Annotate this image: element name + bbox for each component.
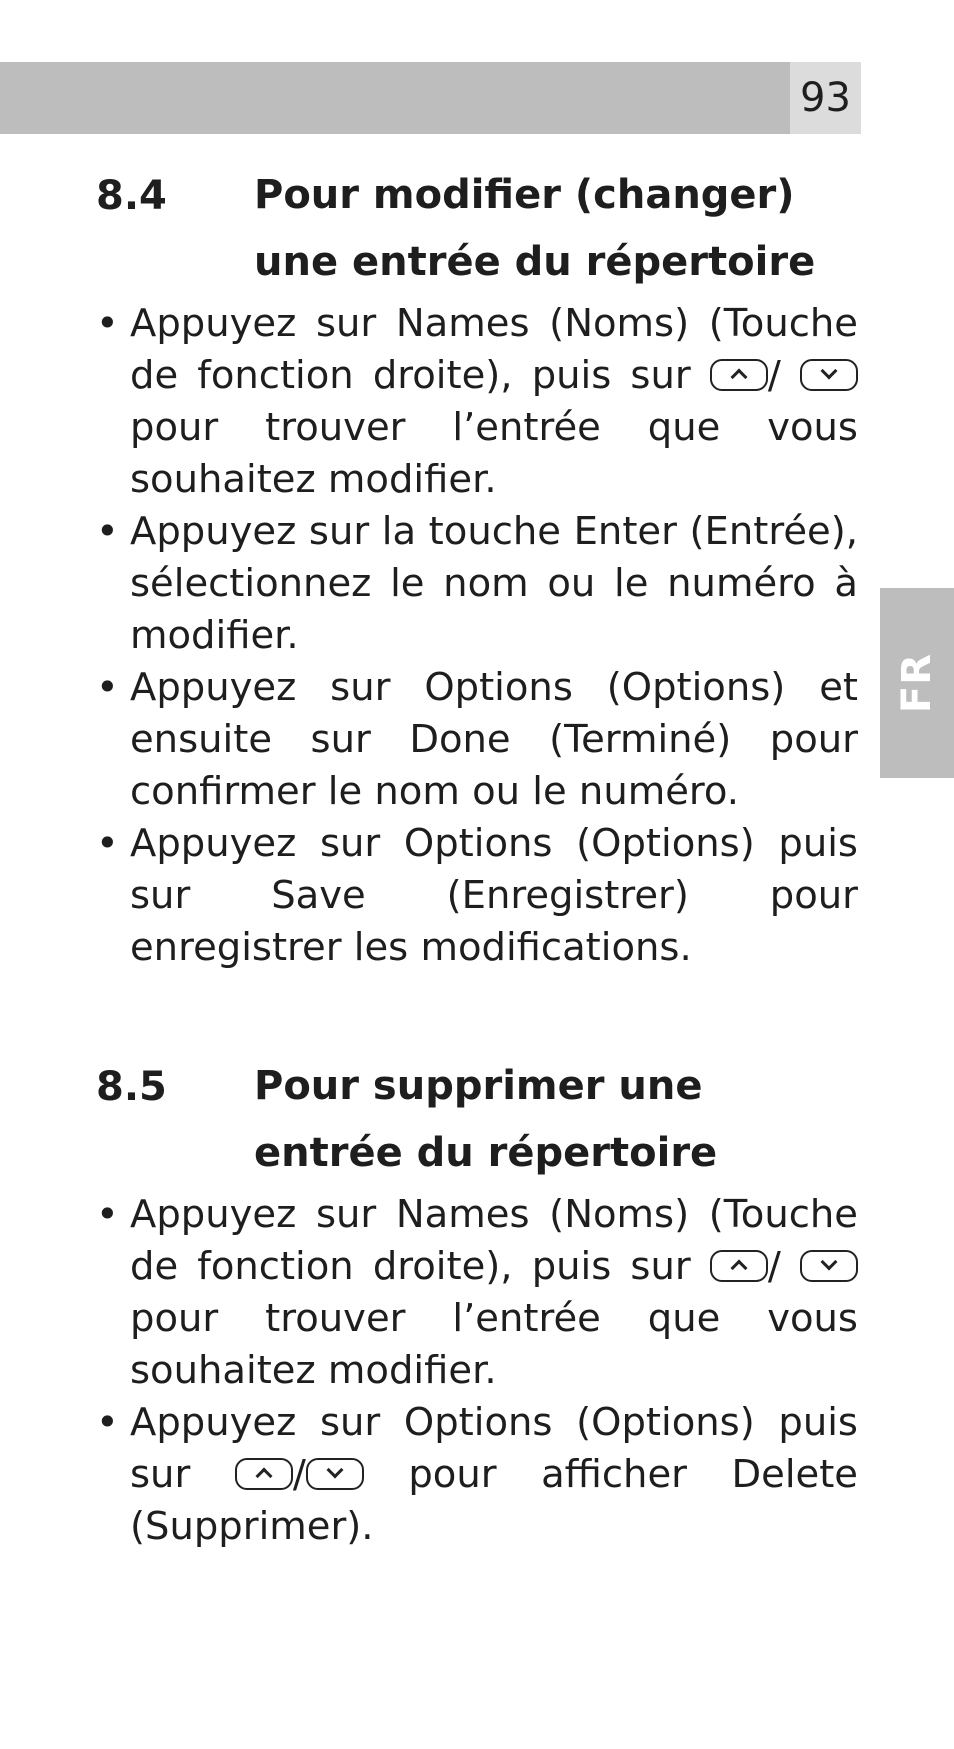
list-item-text: pour trouver l’entrée que vous souhaitez modifier. — [130, 1296, 858, 1393]
section-number: 8.4 — [96, 173, 167, 219]
bullet-icon: • — [96, 301, 119, 346]
list-item-text: Appuyez sur Options (Options) puis sur Save (Enregistrer) pour enregistrer les modifications. — [130, 821, 858, 970]
list-item — [96, 1397, 858, 1553]
up-arrow-key-icon — [235, 1458, 293, 1490]
section-8-4 — [96, 162, 858, 974]
section-heading — [96, 1053, 858, 1189]
list-item — [96, 506, 858, 662]
section-title-line2: entrée du répertoire — [254, 1130, 718, 1176]
up-arrow-key-icon — [710, 359, 768, 391]
list-item — [96, 662, 858, 818]
down-arrow-key-icon — [306, 1458, 364, 1490]
section-number: 8.5 — [96, 1064, 167, 1110]
section-title — [254, 162, 854, 296]
list-item-text: pour trouver l’entrée que vous souhaitez modifier. — [130, 405, 858, 502]
bullet-icon: • — [96, 665, 119, 710]
down-arrow-key-icon — [800, 359, 858, 391]
key-separator: / — [292, 1452, 306, 1497]
down-arrow-key-icon — [800, 1250, 858, 1282]
bullet-list — [96, 298, 858, 974]
list-item-text: pour afficher Delete (Supprimer). — [130, 1452, 858, 1549]
bullet-icon: • — [96, 1400, 119, 1445]
language-tab — [880, 588, 954, 778]
list-item-text: Appuyez sur Options (Options) et ensuite sur Done (Terminé) pour confirmer le nom ou le numéro. — [130, 665, 858, 814]
key-separator: / — [767, 353, 781, 398]
list-item — [96, 298, 858, 506]
section-title — [254, 1053, 854, 1187]
section-8-5 — [96, 1053, 858, 1553]
section-title-line1: Pour modifier (changer) — [254, 172, 795, 218]
section-title-line2: une entrée du répertoire — [254, 239, 816, 285]
key-separator: / — [767, 1244, 781, 1289]
section-heading — [96, 162, 858, 298]
bullet-icon: • — [96, 509, 119, 554]
bullet-list — [96, 1189, 858, 1553]
bullet-icon: • — [96, 821, 119, 866]
list-item-text: Appuyez sur la touche Enter (Entrée), sélectionnez le nom ou le numéro à modifier. — [130, 509, 858, 658]
language-tab-label: FR — [894, 652, 940, 714]
list-item — [96, 1189, 858, 1397]
list-item-text: Appuyez sur Names (Noms) (Touche de fonction droite), puis sur — [130, 1192, 858, 1289]
bullet-icon: • — [96, 1192, 119, 1237]
up-arrow-key-icon — [710, 1250, 768, 1282]
page-number: 93 — [790, 62, 861, 134]
list-item — [96, 818, 858, 974]
list-item-text: Appuyez sur Options (Options) puis sur — [130, 1400, 858, 1497]
list-item-text: Appuyez sur Names (Noms) (Touche de fonction droite), puis sur — [130, 301, 858, 398]
section-title-line1: Pour supprimer une — [254, 1063, 703, 1109]
header-bar — [0, 62, 790, 134]
